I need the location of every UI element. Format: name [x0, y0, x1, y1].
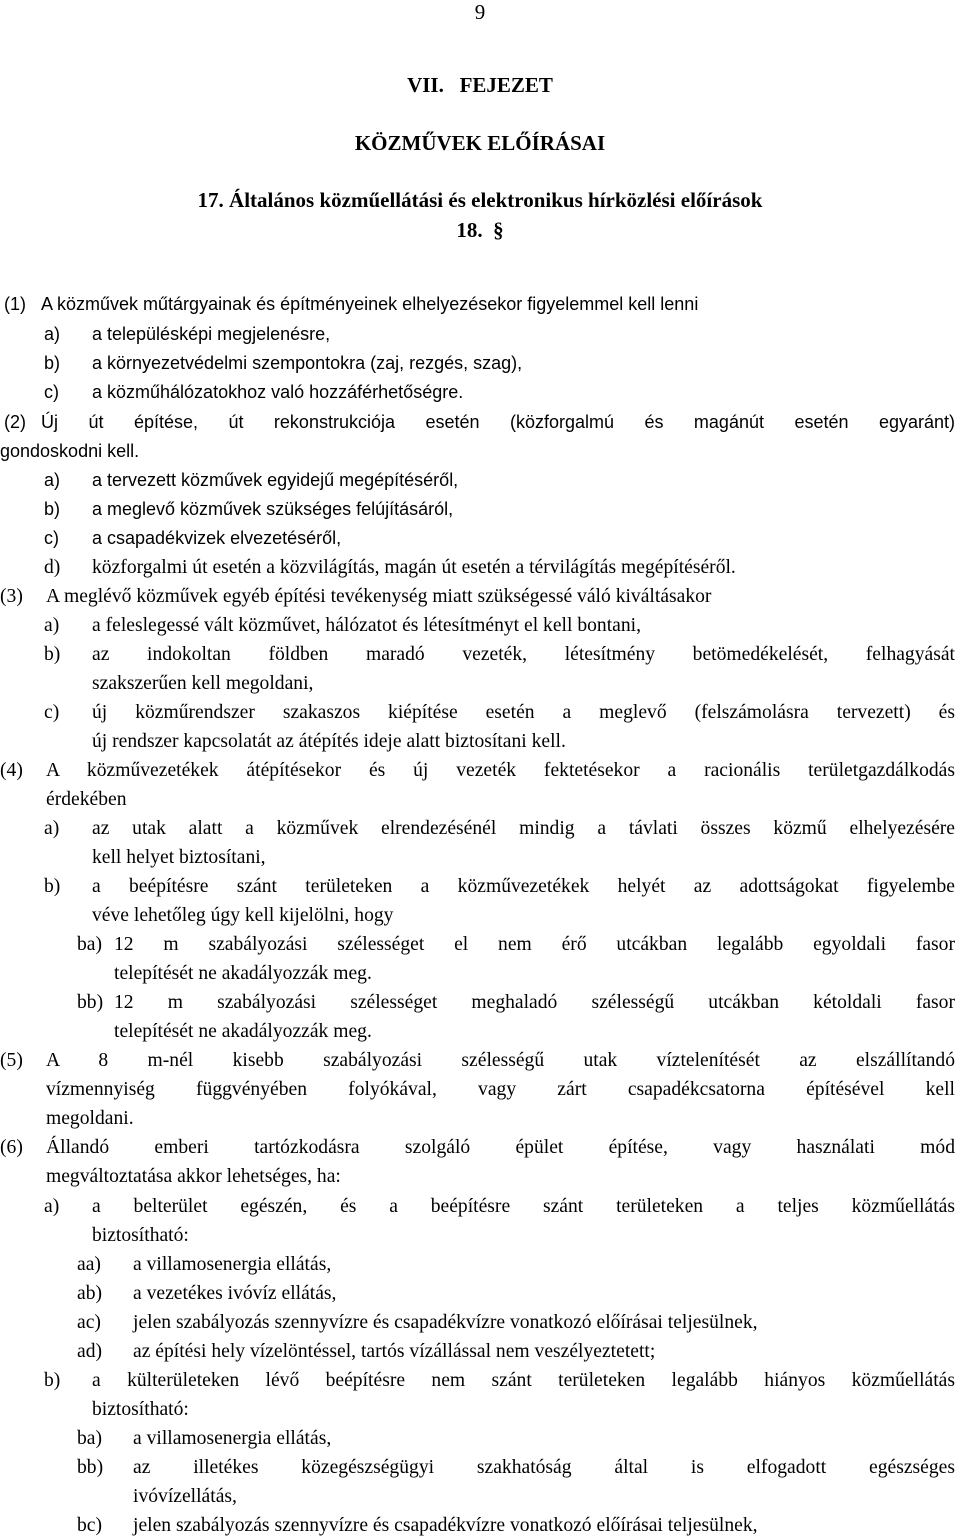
item-label: b): [44, 353, 61, 373]
body-text-line: biztosítható:: [92, 1225, 189, 1246]
item-label: c): [44, 528, 59, 548]
item-label: bb): [77, 1457, 104, 1478]
item-label: a): [44, 470, 61, 490]
item-label: (4): [0, 760, 23, 781]
body-text-line: a környezetvédelmi szempontokra (zaj, rezgés, szag),: [92, 353, 523, 373]
body-text-line: a közműhálózatokhoz való hozzáférhetőségre.: [92, 382, 464, 402]
item-label: ac): [77, 1312, 101, 1333]
item-label: (5): [0, 1050, 23, 1071]
body-text-line: biztosítható:: [92, 1399, 189, 1420]
body-text-line: jelen szabályozás szennyvízre és csapadékvízre vonatkozó előírásai teljesülnek,: [133, 1515, 758, 1536]
body-text-line: a meglevő közművek szükséges felújításáról,: [92, 499, 454, 519]
item-label: (2): [4, 412, 26, 432]
body-text-line: a feleslegessé vált közművet, hálózatot és létesítményt el kell bontani,: [92, 615, 641, 636]
body-text-line: A közművek műtárgyainak és építményeinek elhelyezésekor figyelemmel kell lenni: [41, 294, 699, 314]
item-label: c): [44, 702, 60, 723]
item-label: bc): [77, 1515, 103, 1536]
body-text-line: szakszerűen kell megoldani,: [92, 673, 314, 694]
body-text-line: a beépítésre szánt területeken a közművezetékek helyét az adottságokat figyelembe: [92, 876, 955, 897]
body-text-line: az indokoltan földben maradó vezeték, létesítmény betömedékelését, felhagyását: [92, 644, 955, 665]
item-label: b): [44, 644, 61, 665]
item-label: a): [44, 324, 61, 344]
body-text-line: ivóvízellátás,: [133, 1486, 237, 1507]
item-label: (1): [4, 294, 26, 314]
body-text-line: kell helyet biztosítani,: [92, 847, 266, 868]
body-text-line: közforgalmi út esetén a közvilágítás, magán út esetén a térvilágítás megépítéséről.: [92, 557, 736, 578]
body-text-line: A meglévő közművek egyéb építési tevékenység miatt szükségessé váló kiváltásakor: [46, 586, 712, 607]
body-text-line: érdekében: [46, 789, 127, 810]
body-text-line: a csapadékvizek elvezetéséről,: [92, 528, 342, 548]
body-text-line: telepítését ne akadályozzák meg.: [114, 963, 372, 984]
item-label: (6): [0, 1137, 23, 1158]
item-label: a): [44, 818, 60, 839]
item-label: ad): [77, 1341, 103, 1362]
paragraph-heading: 18. §: [456, 218, 504, 242]
body-text-line: az utak alatt a közművek elrendezésénél mindig a távlati összes közmű elhelyezésére: [92, 818, 955, 839]
item-label: b): [44, 876, 61, 897]
item-label: b): [44, 499, 61, 519]
body-text-line: megoldani.: [46, 1108, 134, 1129]
body-text-line: a településképi megjelenésre,: [92, 324, 331, 344]
item-label: a): [44, 615, 60, 636]
body-text-line: gondoskodni kell.: [0, 441, 140, 461]
chapter-heading: VII. FEJEZET: [407, 73, 553, 97]
item-label: d): [44, 557, 61, 578]
chapter-title: KÖZMŰVEK ELŐÍRÁSAI: [354, 131, 606, 155]
item-label: ba): [77, 934, 103, 955]
body-text-line: az illetékes közegészségügyi szakhatóság által is elfogadott egészséges: [133, 1457, 955, 1478]
section-heading: 17. Általános közműellátási és elektronikus hírközlési előírások: [197, 188, 763, 212]
body-text-line: a vezetékes ivóvíz ellátás,: [133, 1283, 337, 1304]
body-text-line: a belterület egészén, és a beépítésre szánt területeken a teljes közműellátás: [92, 1196, 955, 1217]
item-label: b): [44, 1370, 61, 1391]
body-text-line: jelen szabályozás szennyvízre és csapadékvízre vonatkozó előírásai teljesülnek,: [133, 1312, 758, 1333]
body-text-line: Új út építése, út rekonstrukciója esetén (közforgalmú és magánút esetén egyaránt): [41, 412, 955, 432]
item-label: ba): [77, 1428, 103, 1449]
body-text-line: a tervezett közművek egyidejű megépítéséről,: [92, 470, 459, 490]
body-text-line: A közművezetékek átépítésekor és új vezeték fektetésekor a racionális területgazdálkodás: [46, 760, 955, 781]
body-text-line: új közműrendszer szakaszos kiépítése esetén a meglevő (felszámolásra tervezett) és: [92, 702, 955, 723]
body-text-line: új rendszer kapcsolatát az átépítés ideje alatt biztosítani kell.: [92, 731, 566, 752]
body-text-line: az építési hely vízelöntéssel, tartós vízállással nem veszélyeztetett;: [133, 1341, 656, 1362]
body-text-line: vízmennyiség függvényében folyókával, vagy zárt csapadékcsatorna építésével kell: [46, 1079, 955, 1100]
body-text-line: véve lehetőleg úgy kell kijelölni, hogy: [92, 905, 394, 926]
body-text-line: megváltoztatása akkor lehetséges, ha:: [46, 1166, 341, 1187]
body-text-line: 12 m szabályozási szélességet meghaladó szélességű utcákban kétoldali fasor: [114, 992, 955, 1013]
item-label: ab): [77, 1283, 103, 1304]
body-text-line: A 8 m-nél kisebb szabályozási szélességű utak víztelenítését az elszállítandó: [46, 1050, 955, 1071]
item-label: a): [44, 1196, 60, 1217]
body-text-line: Állandó emberi tartózkodásra szolgáló épület építése, vagy használati mód: [46, 1137, 955, 1158]
item-label: bb): [77, 992, 104, 1013]
body-text-line: a villamosenergia ellátás,: [133, 1428, 332, 1449]
page-number: 9: [474, 0, 486, 24]
body-text-line: a külterületeken lévő beépítésre nem szánt területeken legalább hiányos közműellátás: [92, 1370, 955, 1391]
body-text-line: 12 m szabályozási szélességet el nem érő utcákban legalább egyoldali fasor: [114, 934, 955, 955]
body-text-line: a villamosenergia ellátás,: [133, 1254, 332, 1275]
body-text-line: telepítését ne akadályozzák meg.: [114, 1021, 372, 1042]
item-label: aa): [77, 1254, 101, 1275]
item-label: c): [44, 382, 59, 402]
item-label: (3): [0, 586, 23, 607]
